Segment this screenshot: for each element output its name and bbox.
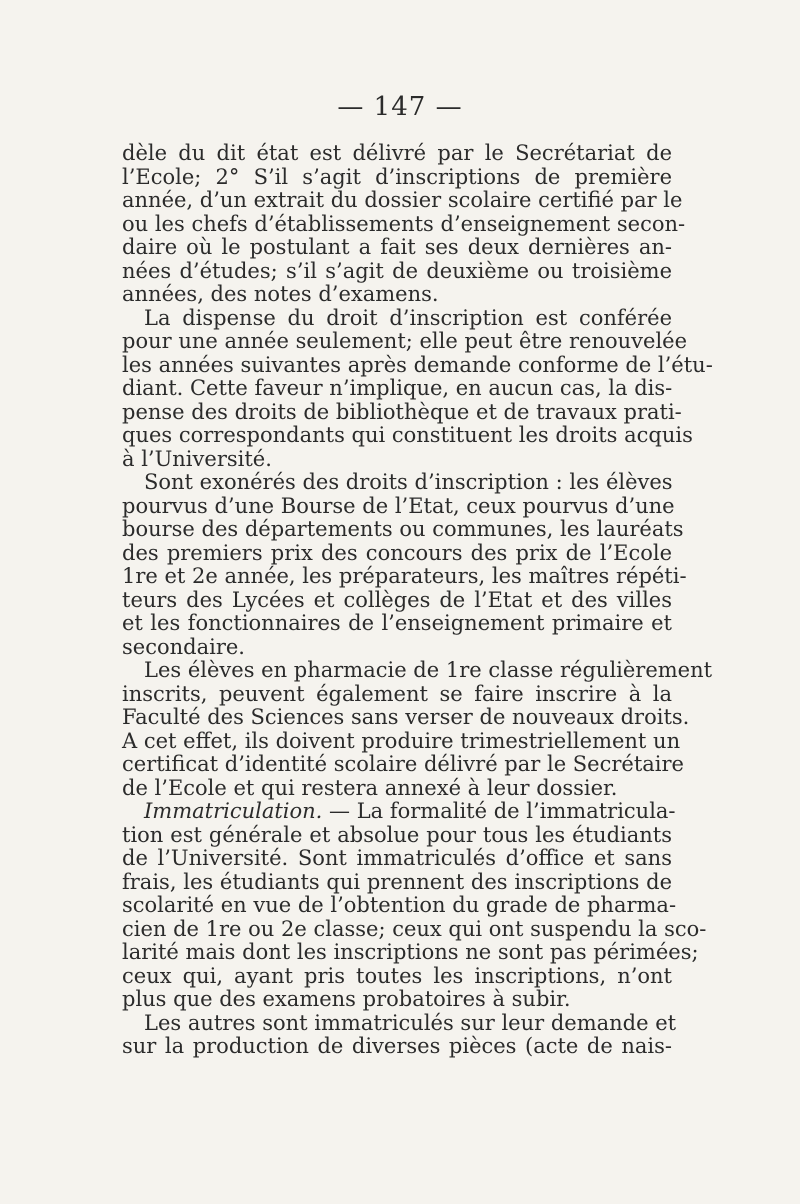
text-line: ou les chefs d’établissements d’enseignement secon-: [122, 211, 686, 236]
text-line: nées d’études; s’il s’agit de deuxième ou troisième: [122, 258, 672, 283]
text-line: plus que des examens probatoires à subir.: [122, 987, 571, 1011]
text-line: pense des droits de bibliothèque et de travaux prati-: [122, 399, 682, 424]
text-line: de l’Ecole et qui restera annexé à leur dossier.: [122, 775, 618, 800]
text-line: dèle du dit état est délivré par le Secrétariat de: [122, 141, 672, 165]
text-line: l’Ecole; 2° S’il s’agit d’inscriptions de première: [122, 164, 672, 189]
text-line: inscrits, peuvent également se faire inscrire à la: [122, 681, 672, 706]
text-line: scolarité en vue de l’obtention du grade de pharma-: [122, 893, 677, 917]
text-line: pourvus d’une Bourse de l’Etat, ceux pourvus d’une: [122, 493, 675, 518]
text-line: bourse des départements ou communes, les lauréats: [122, 517, 684, 541]
text-line: diant. Cette faveur n’implique, en aucun cas, la dis-: [122, 376, 673, 400]
text-line: La dispense du droit d’inscription est conférée: [144, 305, 672, 330]
text-line: pour une année seulement; elle peut être renouvelée: [122, 329, 688, 353]
text-line: les années suivantes après demande conforme de l’étu-: [122, 352, 713, 377]
text-line: larité mais dont les inscriptions ne sont pas périmées;: [122, 940, 699, 964]
text-line: Les élèves en pharmacie de 1re classe régulièrement: [144, 658, 713, 682]
text-line: certificat d’identité scolaire délivré par le Secrétaire: [122, 752, 684, 776]
page-number: — 147 —: [337, 92, 463, 122]
text-line: de l’Université. Sont immatriculés d’office et sans: [122, 846, 672, 870]
text-line: des premiers prix des concours des prix de l’Ecole: [122, 540, 672, 565]
section-heading-immatriculation: Immatriculation.: [144, 799, 323, 823]
text-line: années, des notes d’examens.: [122, 282, 439, 306]
text-line: secondaire.: [122, 634, 245, 659]
text-line: teurs des Lycées et collèges de l’Etat et des villes: [122, 587, 672, 612]
text-line: [122, 799, 676, 824]
text-line: sur la production de diverses pièces (acte de nais-: [122, 1034, 672, 1058]
text-line: Les autres sont immatriculés sur leur demande et: [144, 1010, 677, 1035]
text-line: frais, les étudiants qui prennent des inscriptions de: [122, 869, 672, 894]
text-line: tion est générale et absolue pour tous les étudiants: [122, 822, 672, 847]
text-line: ques correspondants qui constituent les droits acquis: [122, 423, 693, 447]
text-line: Faculté des Sciences sans verser de nouveaux droits.: [122, 705, 690, 729]
text-line: et les fonctionnaires de l’enseignement primaire et: [122, 611, 672, 635]
text-line: ceux qui, ayant pris toutes les inscriptions, n’ont: [122, 963, 672, 988]
text-line: Sont exonérés des droits d’inscription : les élèves: [144, 470, 673, 494]
text-line: daire où le postulant a fait ses deux dernières an-: [122, 235, 672, 259]
text-line: A cet effet, ils doivent produire trimestriellement un: [122, 728, 681, 753]
text-line: 1re et 2e année, les préparateurs, les maîtres répéti-: [122, 564, 687, 588]
text-line: cien de 1re ou 2e classe; ceux qui ont suspendu la sco-: [122, 916, 707, 941]
text-line: à l’Université.: [122, 446, 272, 471]
text-line: année, d’un extrait du dossier scolaire certifié par le: [122, 188, 683, 212]
body-text: [122, 141, 713, 1059]
text-line-rest: — La formalité de l’immatricula-: [322, 799, 676, 823]
